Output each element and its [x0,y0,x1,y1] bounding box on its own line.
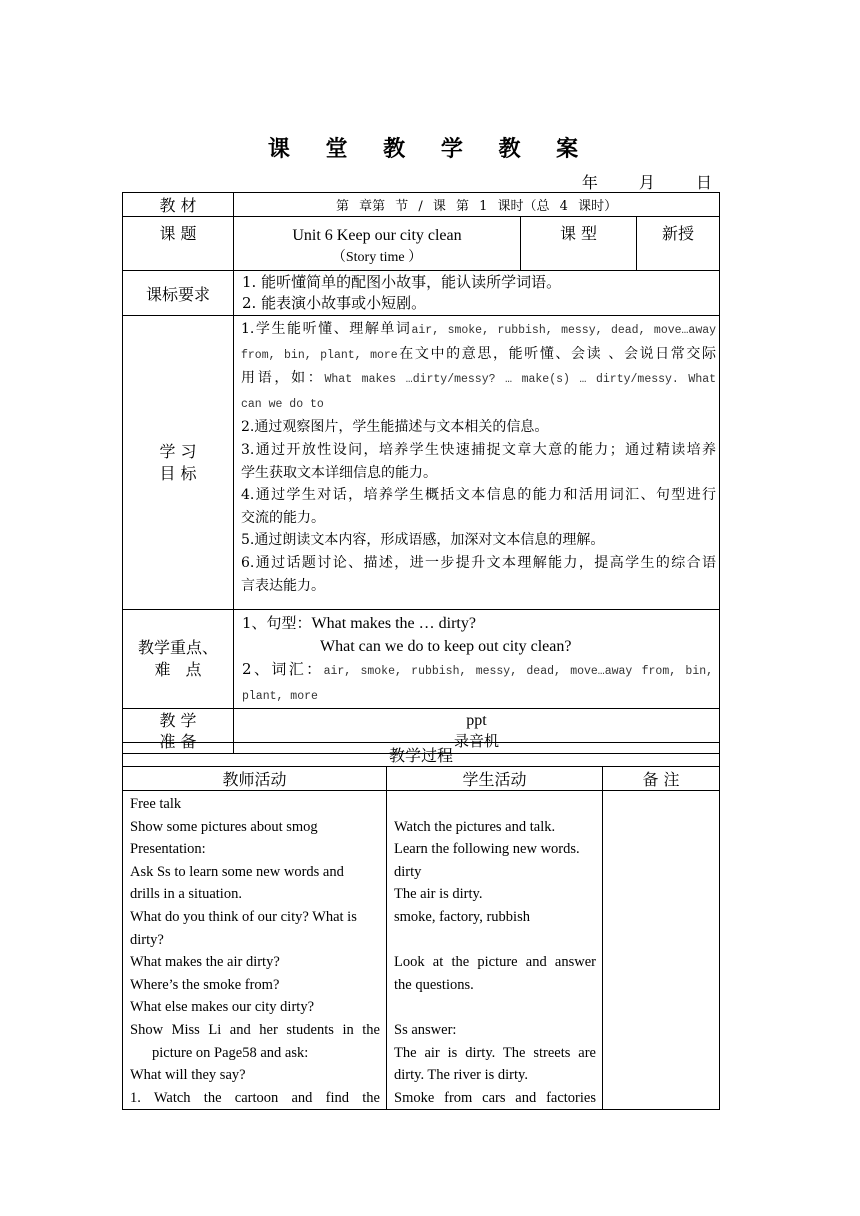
material-value: 第 章第 节 / 课 第 1 课时（总 4 课时） [234,193,720,217]
focus-sentence-line-2 [242,635,713,658]
focus-sentence-2: What can we do to keep out city clean? [320,638,572,655]
goal-3-line-1: 3.通过开放性设问，培养学生快速捕捉文章大意的能力；通过精读培养 [241,441,717,458]
page-title: 课 堂 教 学 教 案 [267,136,593,162]
goal-1-line-3-prefix: 用语，如： [241,370,325,387]
teacher-line: Where’s the smoke from? [130,976,280,993]
goal-1-prefix: 1.学生能听懂、理解单词 [241,321,412,337]
teacher-line: What makes the air dirty? [130,954,280,971]
student-line: Smoke from cars and factories [394,1089,596,1106]
student-column-header: 学生活动 [387,767,603,791]
student-line [394,793,596,816]
student-line: Look at the picture and answer [394,954,596,971]
goal-2: 2.通过观察图片，学生能描述与文本相关的信息。 [241,419,549,436]
goal-1-suffix: 在文中的意思，能听懂、会读 、会说日常交际 [397,345,717,362]
student-line: dirty [394,863,422,880]
standard-label: 课标要求 [123,271,234,316]
teacher-line: dirty? [130,931,164,948]
goal-3-line-2: 学生获取文本详细信息的能力。 [241,464,437,481]
prep-label-line-1: 教 学 [159,711,197,730]
topic-line-1: Unit 6 Keep our city clean [292,227,462,244]
teacher-line: Free talk [130,796,182,812]
teacher-activities [123,791,387,1110]
teacher-line: Show some pictures about smog [130,818,318,835]
teacher-column-header: 教师活动 [123,767,387,791]
student-line: The air is dirty. The streets are [394,1044,596,1061]
goals-label-line-1: 学 习 [159,441,197,461]
student-line: Watch the pictures and talk. [394,818,556,835]
note-column-header: 备 注 [603,767,720,791]
goal-4-line-1: 4.通过学生对话，培养学生概括文本信息的能力和活用词汇、句型进行 [241,487,717,504]
goal-6-line-2: 言表达能力。 [241,577,325,594]
material-label: 教 材 [123,193,234,217]
prep-item-1: ppt [466,712,487,729]
goals-label [123,316,234,610]
student-line-spacer [394,996,596,1019]
goal-1-line-3 [241,367,716,392]
student-line: dirty. The river is dirty. [394,1067,528,1084]
teacher-line: What do you think of our city? What is [130,908,357,925]
student-activities [387,791,603,1110]
teacher-line: What will they say? [130,1067,246,1084]
student-line-spacer [394,929,596,952]
process-table [122,742,720,1110]
teacher-line: Ask Ss to learn some new words and [130,863,344,880]
focus-vocab-line-1 [242,658,713,683]
focus-vocab-label: 2、词汇： [242,660,324,678]
goal-1-drills-end: can we do to [241,397,324,411]
focus-sentence-line-1 [242,612,713,635]
notes-cell [603,791,720,1110]
focus-label [123,610,234,709]
focus-sentence-label: 1、句型： [242,614,312,632]
topic-label: 课 题 [123,217,234,271]
student-line: the questions. [394,976,474,993]
prep-item-2: 录音机 [454,732,500,750]
goals-label-line-2: 目 标 [159,463,197,483]
goal-1-line-4 [241,392,716,417]
teacher-line: What else makes our city dirty? [130,999,315,1016]
focus-label-line-2: 难 点 [154,660,202,679]
student-line: Learn the following new words. [394,841,580,858]
teacher-line: Show Miss Li and her students in the [130,1021,380,1038]
student-line: The air is dirty. [394,886,483,903]
topic-line-2: （Story time ） [331,250,423,265]
focus-cell [234,610,720,709]
goal-1-drills: What makes …dirty/messy? … make(s) … dirty/messy. What [324,373,717,387]
goal-5: 5.通过朗读文本内容，形成语感，加深对文本信息的理解。 [241,532,605,549]
goal-4-line-2: 交流的能力。 [241,509,325,526]
focus-vocab-2: plant, more [242,690,318,703]
goal-1-line-2 [241,343,716,368]
goal-1-words-b: from, bin, plant, more [241,348,398,362]
teacher-line: picture on Page58 and ask: [152,1044,309,1061]
standard-item-1: 1. 能听懂简单的配图小故事，能认读所学词语。 [242,273,562,291]
student-line: Ss answer: [394,1021,457,1038]
teacher-line: drills in a situation. [130,886,242,903]
focus-sentence-1: What makes the … dirty? [311,615,476,632]
focus-label-line-1: 教学重点、 [137,638,218,657]
goal-6-line-1: 6.通过话题讨论、描述，进一步提升文本理解能力，提高学生的综合语 [241,554,717,571]
topic-cell [234,217,521,271]
teacher-line: 1. Watch the cartoon and find the [130,1089,380,1106]
standard-item-2: 2. 能表演小故事或小短剧。 [242,294,427,312]
standard-cell [234,271,720,316]
date-line: 年 月 日 [581,173,730,192]
lesson-header-table [122,192,720,754]
focus-vocab-line-2 [242,683,713,708]
type-value: 新授 [637,217,720,271]
student-line: smoke, factory, rubbish [394,908,530,925]
focus-vocab-1: air, smoke, rubbish, messy, dead, move…away from, bin, [323,665,714,678]
teacher-line: Presentation: [130,841,206,858]
prep-label-line-2: 准 备 [159,732,197,751]
goal-1-line-1 [241,318,716,343]
type-label: 课 型 [521,217,637,271]
goal-1-words-a: air, smoke, rubbish, messy, dead, move…away [411,324,717,337]
goals-cell [234,316,720,610]
process-heading: 教学过程 [123,743,720,767]
